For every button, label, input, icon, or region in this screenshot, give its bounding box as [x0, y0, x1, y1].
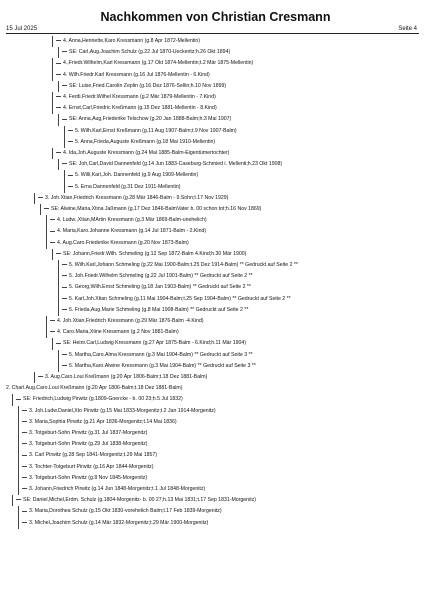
- list-item: 3. Maria,Sophia Pirwitz (g.21 Apr 1836-Morgenitz;t.14 Mai 1836): [18, 417, 177, 428]
- page-number: Seite 4: [398, 26, 417, 32]
- connector: [22, 488, 27, 489]
- list-item: SE: Johann,Friedr.Wilh. Schmeling (g.12 Sep 1872-Balm 4.Kind;h.30 Mär 1900): [52, 249, 246, 260]
- connector: [22, 522, 27, 523]
- list-item: SE: Heinr.Carl,Ludwig Kressmann (g.27 Apr 1875-Balm - 6.Kind;h.11 Mär 1904): [52, 338, 246, 349]
- connector: [16, 499, 21, 500]
- connector: [38, 376, 43, 377]
- connector: [68, 130, 73, 131]
- connector: [22, 410, 27, 411]
- connector: [62, 85, 67, 86]
- list-item: 3. Tochter-Totgeburt Pirwitz (g.16 Apr 1844-Morgenitz): [18, 462, 153, 473]
- connector: [56, 74, 61, 75]
- connector: [22, 477, 27, 478]
- connector: [56, 152, 61, 153]
- connector: [68, 186, 73, 187]
- list-item: 4. Anna,Henriette,Karo Kressmann (g.8 Apr 1872-Mellentin): [52, 36, 200, 47]
- connector: [68, 141, 73, 142]
- connector: [62, 365, 67, 366]
- list-item: 4. Caro.Maria,Xtine Kressmann (g.2 Nov 1881-Balm): [46, 327, 179, 338]
- list-item: SE: Luise,Fried.Carolin Zeplin (g.16 Dez 1876-Sellin;h.10 Nov 1899): [58, 81, 226, 92]
- list-item: 4. Ida,Joh.Auguste Kressmann (g.24 Mai 1885-Balm-Eigentümertochter): [52, 148, 229, 159]
- connector: [50, 242, 55, 243]
- connector: [22, 421, 27, 422]
- list-item: 3. Totgeburt-Sohn Pirwitz (g.8 Nov 1845-Morgenitz): [18, 473, 147, 484]
- page-title: Nachkommen von Christian Cresmann: [100, 10, 331, 24]
- list-item: 3. Joh.Xtian,Friedrich Kressmann (g.28 Mär 1846-Balm - 9.Sohn;t.17 Nov 1929): [34, 193, 228, 204]
- list-item: SE: Anna,Aug,Friederike Telschow (g.20 Jan 1888-Balm;h.3 Mai 1907): [58, 114, 231, 125]
- connector: [62, 287, 67, 288]
- connector: [56, 40, 61, 41]
- list-item: 5. Erna Dannenfeld (g.31 Dez 1911-Mellentin): [64, 182, 180, 193]
- list-item: 5. Wilh.Karl,Ernst Kreßmann (g.11 Aug 1907-Balm;t.9 Nov 1907-Balm): [64, 126, 237, 137]
- list-item: 4. Joh.Xtian,Friedrich Kressmann (g.29 Mär 1876-Balm -4.Kind): [46, 316, 203, 327]
- list-item: 5. Martha,Karo.Alwine Kressmann (g.3 Mai 1904-Balm) ** Gedruckt auf Seite 3 **: [58, 361, 256, 372]
- list-item: SE: Daniel,Michel,Erdm. Schulz (g.1804-Morgenitz- b. 00 27;h.13 Mai 1831;t.17 Sep 1831-Morgenitz): [12, 495, 256, 506]
- list-item: 4. Maria,Karo.Johanne Kressmann (g.14 Jul 1871-Balm - 2.Kind): [46, 226, 206, 237]
- connector: [62, 309, 67, 310]
- connector: [56, 343, 61, 344]
- list-item: 5. Willi,Karl,Joh. Dannenfeld (g.9 Aug 1909-Mellentin): [64, 170, 198, 181]
- list-item: 3. Carl Pirwitz (g.28 Sep 1841-Morgenitz;t.29 Mai 1857): [18, 450, 157, 461]
- list-item: 5. Martha,Caro.Alma Kressmann (g.3 Mai 1904-Balm) ** Gedruckt auf Seite 3 **: [58, 350, 253, 361]
- list-item: 4.,Friedr.Wilhelm,Karl Kressmann (g.17 Okt 1874-Mellentin;t.2 Mär 1875-Mellentin): [52, 58, 253, 69]
- connector: [22, 511, 27, 512]
- list-item: 5. Joh.Friedr.Wilhelm Schmeling (g.22 Jul 1901-Balm) ** Gedruckt auf Seite 2 **: [58, 271, 253, 282]
- list-item: 3. Totgeburt-Sohn Pirwitz (g.31 Jul 1837-Morgenitz): [18, 428, 147, 439]
- connector: [22, 455, 27, 456]
- connector: [68, 175, 73, 176]
- connector: [22, 443, 27, 444]
- list-item: 4. Ferdi.Friedr.Wilhel Kressmann (g.2 Mär 1879-Mellentin - 7.Kind): [52, 92, 216, 103]
- list-item: SE: Joh,Carl,David Dannenfeld (g.14 Jun 1883-Caseburg-Schmied i. Mellenti;h.23 Okt 1908): [58, 159, 282, 170]
- list-item: 5. Karl,Joh.Xtian Schmeling (g.11 Mai 1904-Balm;t.25 Sep 1904-Balm) ** Gedruckt auf Seite 2 **: [58, 294, 291, 305]
- list-item: 3. Johann,Friedrich Pirwitz (g.14 Jun 1848-Morgenitz;t.1 Jul 1848-Morgenitz): [18, 484, 205, 495]
- connector: [56, 96, 61, 97]
- header-rule: [6, 33, 419, 34]
- connector: [44, 208, 49, 209]
- list-item: 3. Michel,Joachim Schulz (g.14 Mär 1832-Morgenitz;t.29 Mär 1900-Morgenitz): [18, 518, 208, 529]
- connector: [56, 63, 61, 64]
- connector: [62, 163, 67, 164]
- connector: [56, 107, 61, 108]
- connector: [62, 275, 67, 276]
- connector: [50, 231, 55, 232]
- connector: [62, 119, 67, 120]
- list-item: 4. Ernst,Carl,Friedric Kreßmann (g.15 Dez 1881-Mellentin - 8.Kind): [52, 103, 217, 114]
- list-item: 3. Totgeburt-Sohn Pirwitz (g.29 Jul 1838-Morgenitz): [18, 439, 147, 450]
- connector: [22, 466, 27, 467]
- list-item: SE: Friedrich,Ludwig Pirwitz (g.1809-Goercke - b. 00 23;h.5 Jul 1832): [12, 394, 183, 405]
- list-item: 5. Frieda,Aug.Marie Schmeling (g.8 Mai 1908-Balm) ** Gedruckt auf Seite 2 **: [58, 305, 248, 316]
- list-item: 3. Aug.Caro.Loui Kreßmann (g.20 Apr 1806-Balm;t.18 Dez 1881-Balm): [34, 372, 207, 383]
- list-item: SE: Carl,Aug.Joachim Schulz (g.22 Jul 1870-Ueckeritz;h.26 Okt 1894): [58, 47, 230, 58]
- header-date: 15 Jul 2025: [6, 26, 38, 32]
- list-item: SE: Alwine,Maria,Xtina Jaßmann (g.17 Dez 1846-BalmVater b. 00 schon tot;h.16 Nov 1869): [40, 204, 261, 215]
- list-item: 3. Maria,Dorothea Schulz (g.15 Okt 1830-vorehelich Balm;t.17 Feb 1839-Morgenitz): [18, 506, 222, 517]
- connector: [50, 219, 55, 220]
- connector: [62, 264, 67, 265]
- connector: [62, 298, 67, 299]
- connector: [56, 253, 61, 254]
- connector: [16, 399, 21, 400]
- list-item: 5. Wilh.Karl,Johann Schmeling (g.22 Mai 1900-Balm;t.25 Dez 1914-Balm) ** Gedruckt auf Seite 2 **: [58, 260, 298, 271]
- connector: [50, 320, 55, 321]
- list-item: 2. Charl.Aug.Caro.Loui Kreßmann (g.20 Apr 1806-Balm;t.18 Dez 1881-Balm): [6, 385, 183, 392]
- list-item: 4. Ludw.,Xtian,MArtin Kressmann (g.3 Mär 1869-Balm-unehelich): [46, 215, 207, 226]
- list-item: 4. Aug.Caro.Friederike Kressmann (g.20 Nov 1873-Balm): [46, 238, 189, 249]
- connector: [38, 197, 43, 198]
- connector: [22, 432, 27, 433]
- list-item: 5. Anna,Frieda,Auguste Kreßmann (g.18 Mai 1910-Mellentin): [64, 137, 215, 148]
- list-item: 4. Wilh.Friedr.Karl Kressmann (g.16 Jul 1876-Mellentin - 6.Kind): [52, 70, 210, 81]
- connector: [62, 51, 67, 52]
- list-item: 5. Georg,Wilh.Ernst Schmeling (g.18 Jan 1903-Balm) ** Gedruckt auf Seite 2 **: [58, 282, 251, 293]
- connector: [62, 354, 67, 355]
- connector: [50, 331, 55, 332]
- list-item: 3. Joh.Ludw.Daniel,Xto Pirwitz (g.15 Mai 1833-Morgenitz;t.2 Jan 1914-Morgenitz): [18, 406, 216, 417]
